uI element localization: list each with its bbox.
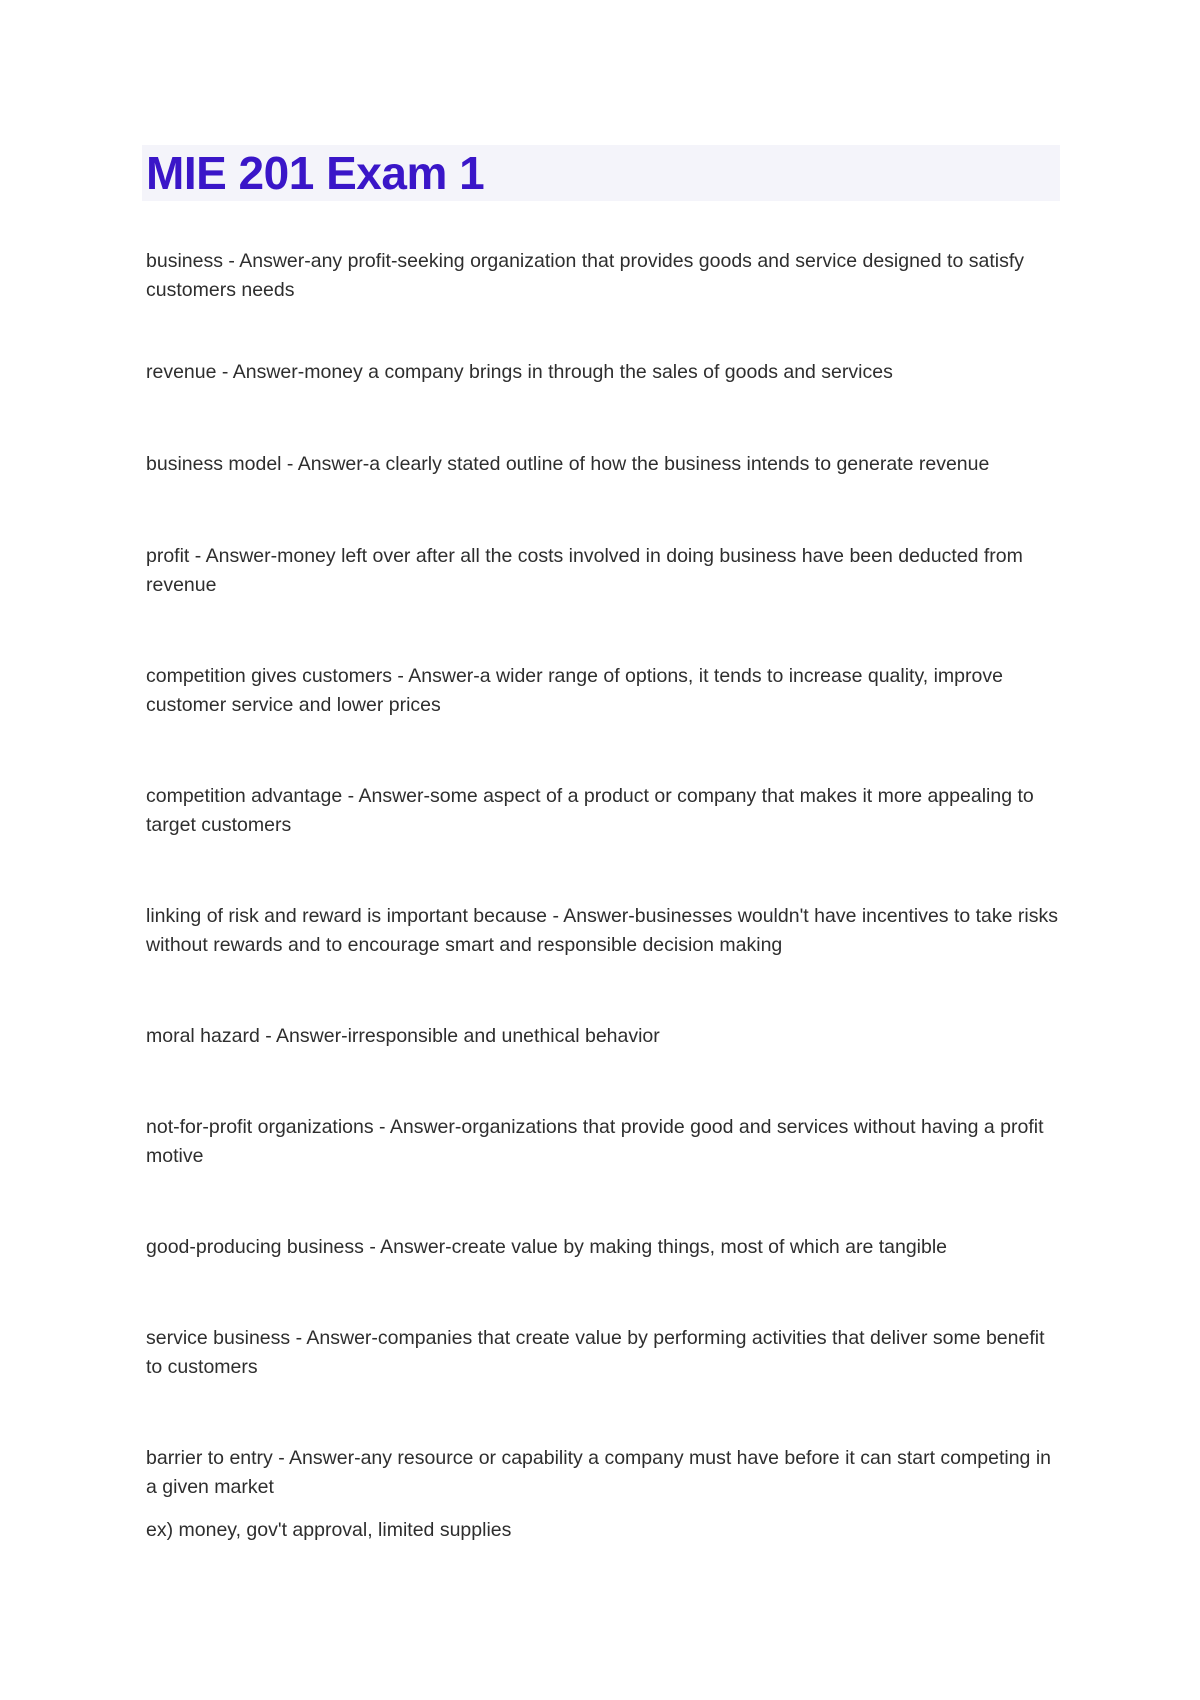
list-item: revenue - Answer-money a company brings in through the sales of goods and services (146, 361, 893, 383)
list-item: good-producing business - Answer-create value by making things, most of which are tangible (146, 1236, 948, 1258)
list-item: moral hazard - Answer-irresponsible and unethical behavior (146, 1025, 660, 1047)
list-item: profit - Answer-money left over after all the costs involved in doing business have been deducted from revenue (146, 545, 1023, 596)
list-item: business model - Answer-a clearly stated outline of how the business intends to generate revenue (146, 453, 990, 475)
page-title: MIE 201 Exam 1 (146, 147, 485, 199)
list-item: competition gives customers - Answer-a wider range of options, it tends to increase quality, improve customer service and lower prices (146, 665, 1003, 716)
list-item: business - Answer-any profit-seeking organization that provides goods and service designed to satisfy customers needs (146, 250, 1024, 301)
list-item: competition advantage - Answer-some aspect of a product or company that makes it more appealing to target customers (146, 785, 1034, 836)
list-item: linking of risk and reward is important because - Answer-businesses wouldn't have incentives to take risks without rewards and to encourage smart and responsible decision making (146, 905, 1058, 956)
list-item (146, 1444, 1066, 1545)
list-item-text: barrier to entry - Answer-any resource or capability a company must have before it can start competing in a given market (146, 1447, 1051, 1498)
title-banner (142, 145, 1060, 201)
list-item: not-for-profit organizations - Answer-organizations that provide good and services without having a profit motive (146, 1116, 1044, 1167)
flashcard-list (146, 247, 1066, 1545)
list-item: service business - Answer-companies that create value by performing activities that deliver some benefit to customers (146, 1327, 1045, 1378)
list-item-example: ex) money, gov't approval, limited supplies (146, 1519, 512, 1541)
